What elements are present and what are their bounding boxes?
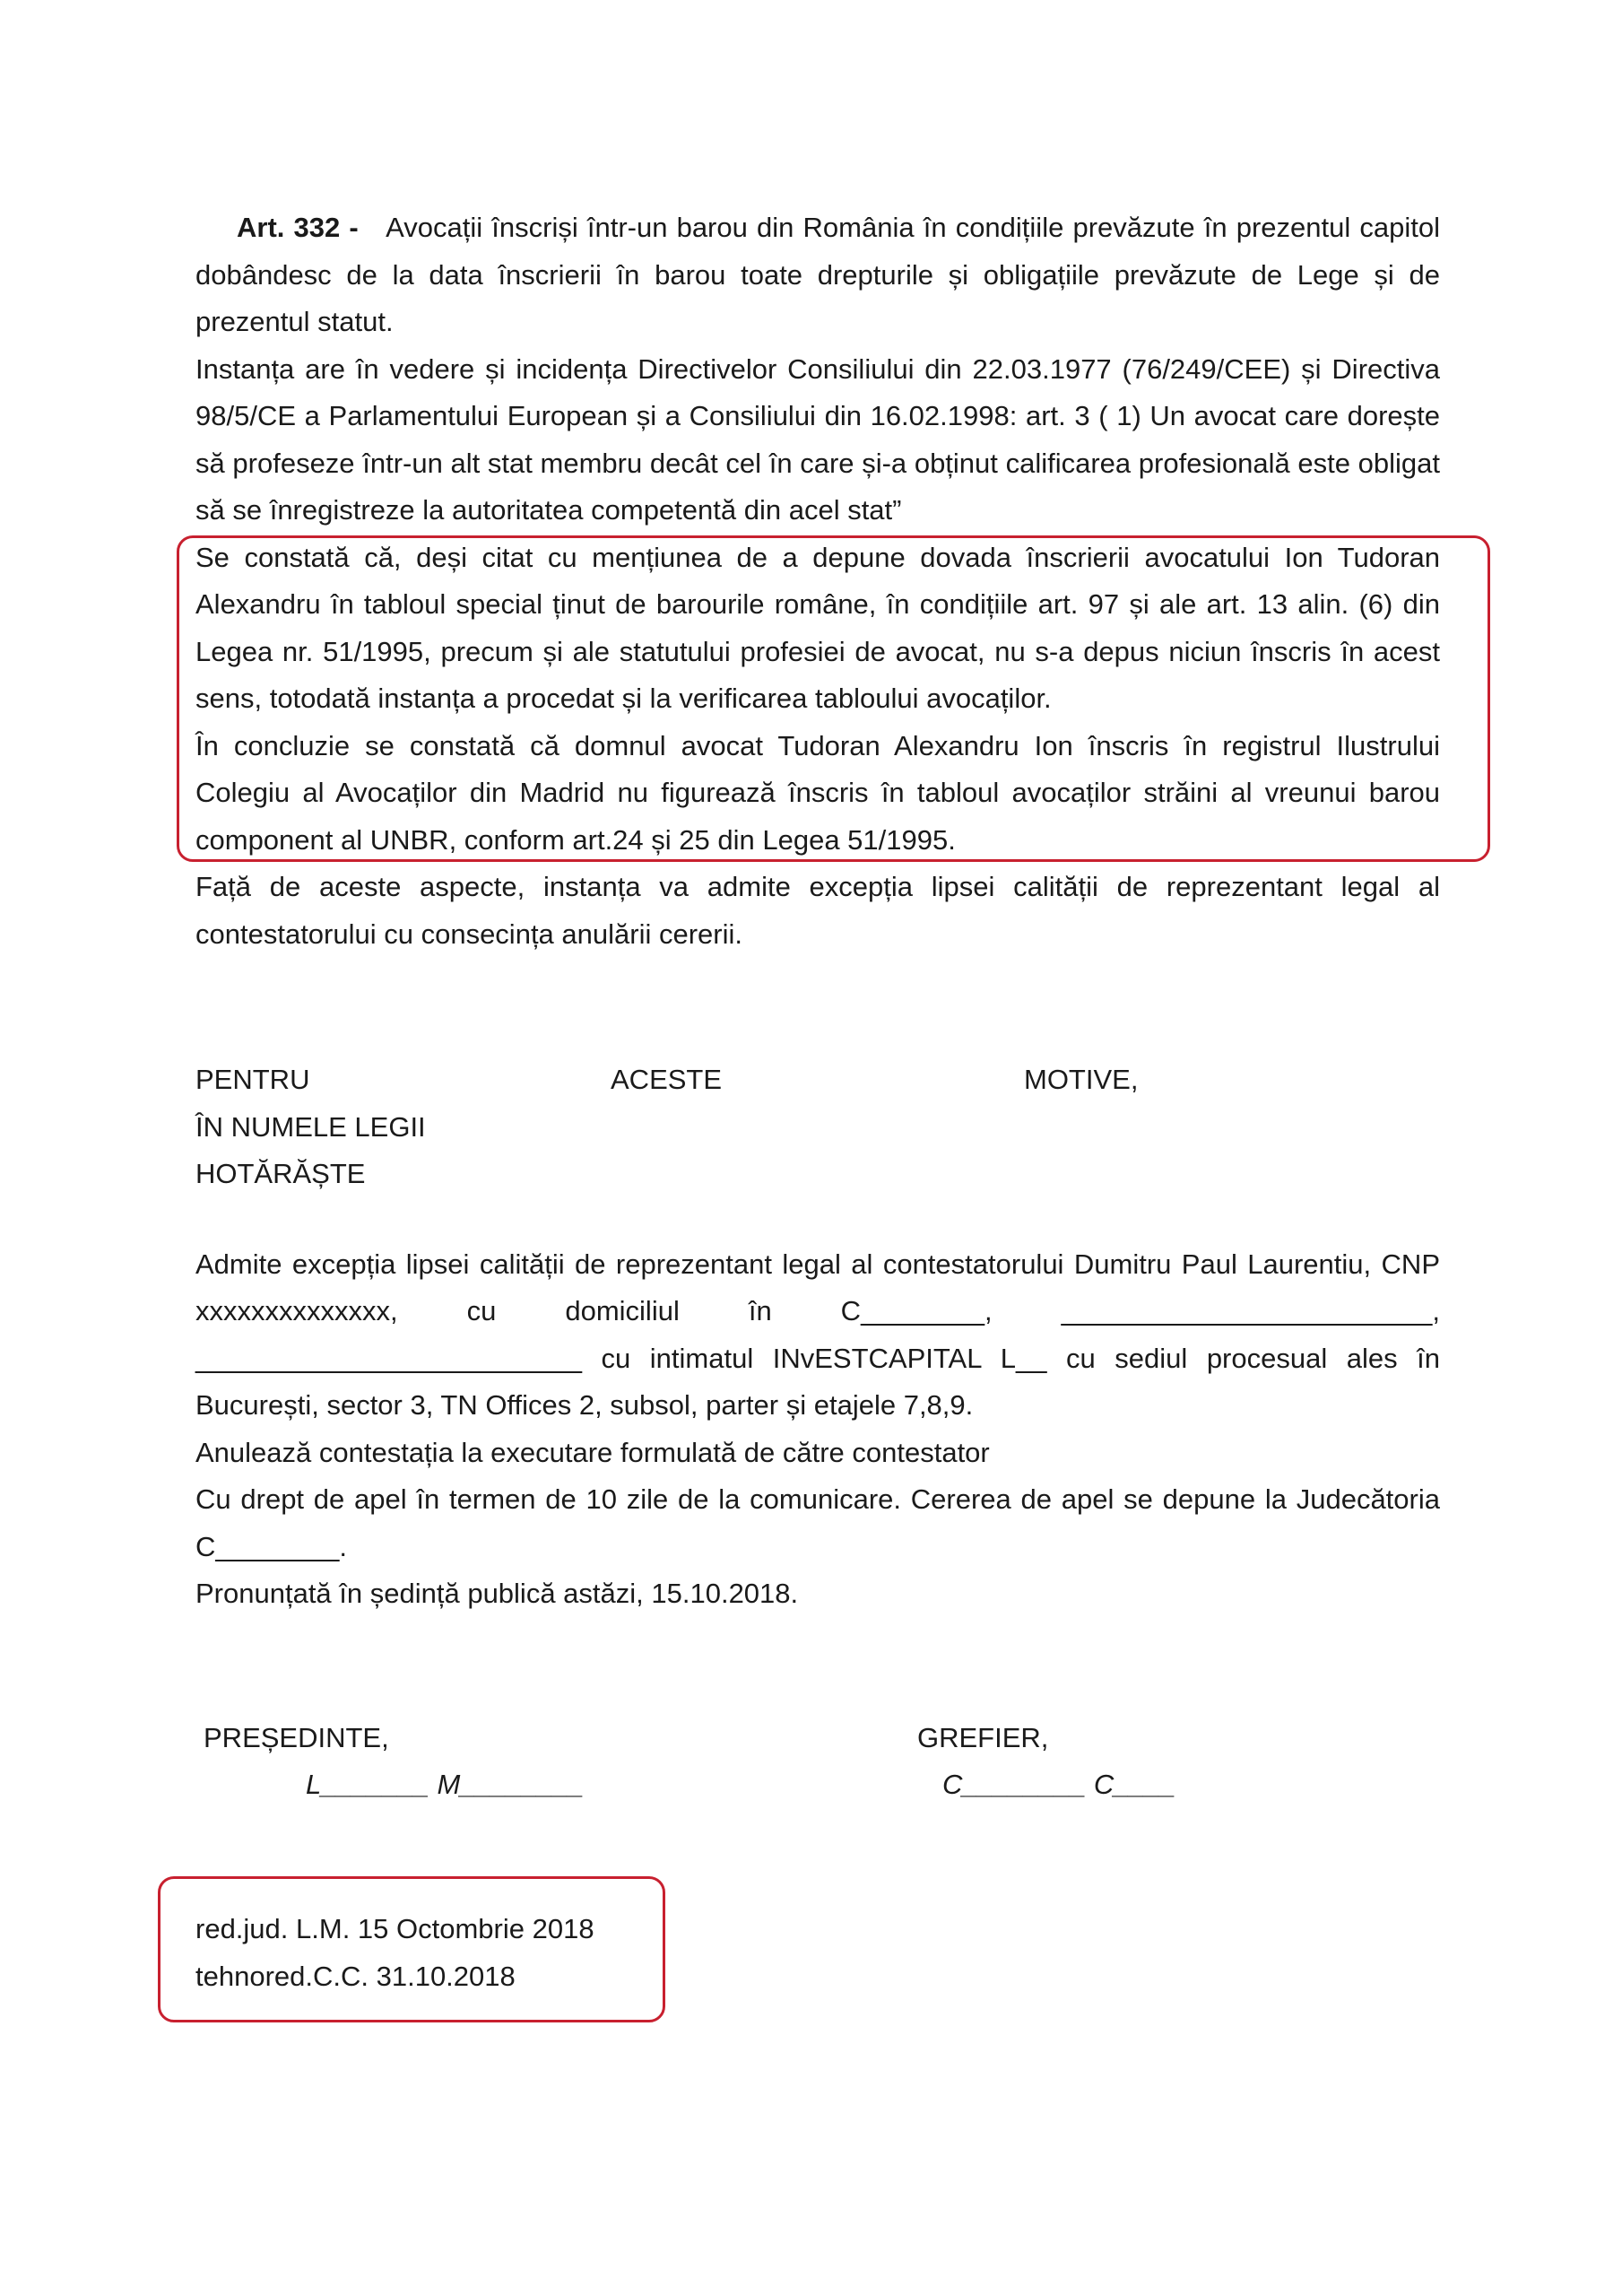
constata-paragraph: Se constată că, deși citat cu mențiunea de a depune dovada înscrierii avocatului Ion Tudoran Alexandru în tabloul special ținut de barourile române, în condițiile art. 97 și ale art. 13 alin. (6) din Legea nr. 51/1995, precum și ale statutului profesiei de avocat, nu s-a depus niciun înscris în acest sens, totodată instanța a procedat și la verificarea tabloului avocaților. [195, 541, 1440, 714]
presedinte-title: PREȘEDINTE, [204, 1722, 389, 1753]
motive-word-2: ACESTE [611, 1064, 723, 1095]
presedinte-signature [204, 1715, 584, 1808]
document-body [195, 204, 1440, 1618]
apel-paragraph: Cu drept de apel în termen de 10 zile de la comunicare. Cererea de apel se depune la Judecătoria C________. [195, 1483, 1440, 1562]
tehnored-line: tehnored.C.C. 31.10.2018 [195, 1961, 516, 1992]
spacer [195, 1198, 1440, 1241]
numele-legii-heading: ÎN NUMELE LEGII [195, 1110, 426, 1143]
anuleaza-paragraph: Anulează contestația la executare formulată de către contestator [195, 1436, 990, 1468]
motive-heading [195, 1057, 1440, 1104]
grefier-signature [917, 1715, 1175, 1808]
redaction-footer [195, 1905, 594, 2000]
spacer [195, 958, 1440, 1057]
motive-word-1: PENTRU [195, 1064, 310, 1095]
red-jud-line: red.jud. L.M. 15 Octombrie 2018 [195, 1913, 594, 1944]
directive-paragraph: Instanța are în vedere și incidența Directivelor Consiliului din 22.03.1977 (76/249/CEE) și Directiva 98/5/CE a Parlamentului European și a Consiliului din 16.02.1998: art. 3 ( 1) Un avocat care dorește să profeseze într-un alt stat membru decât cel în care și-a obținut calificarea profesională este obligat să se înregistreze la autoritatea competentă din acel stat” [195, 352, 1440, 526]
concluzie-paragraph: În concluzie se constată că domnul avocat Tudoran Alexandru Ion înscris în registrul Ilustrului Colegiu al Avocaților din Madrid nu figurează înscris în tabloul avocaților străini al vreunui barou component al UNBR, conform art.24 și 25 din Legea 51/1995. [195, 729, 1440, 856]
article-332-paragraph [195, 204, 1440, 346]
grefier-title: GREFIER, [917, 1722, 1049, 1753]
admite-paragraph: Admite excepția lipsei calității de reprezentant legal al contestatorului Dumitru Paul Laurentiu, CNP xxxxxxxxxxxxxx, cu domiciliul în C________, ________________________, _________________________ cu intimatul INvESTCAPITAL L__ cu sediul procesual ales în București, sector 3, TN Offices 2, subsol, parter și etajele 7,8,9. [195, 1248, 1440, 1421]
motive-word-3: MOTIVE, [1024, 1064, 1139, 1095]
article-text: Avocații înscriși într-un barou din România în condițiile prevăzute în prezentul capitol dobândesc de la data înscrierii în barou toate drepturile și obligațiile prevăzute de Lege și de prezentul statut. [195, 212, 1440, 337]
fata-paragraph: Față de aceste aspecte, instanța va admite excepția lipsei calității de reprezentant legal al contestatorului cu consecința anulării cererii. [195, 871, 1440, 950]
presedinte-name: L_______ M________ [306, 1769, 585, 1800]
grefier-name: C________ C____ [942, 1769, 1176, 1800]
pronuntata-paragraph: Pronunțată în ședință publică astăzi, 15.10.2018. [195, 1578, 799, 1609]
article-label: Art. 332 - [237, 212, 359, 243]
hotaraste-heading: HOTĂRĂȘTE [195, 1158, 366, 1189]
